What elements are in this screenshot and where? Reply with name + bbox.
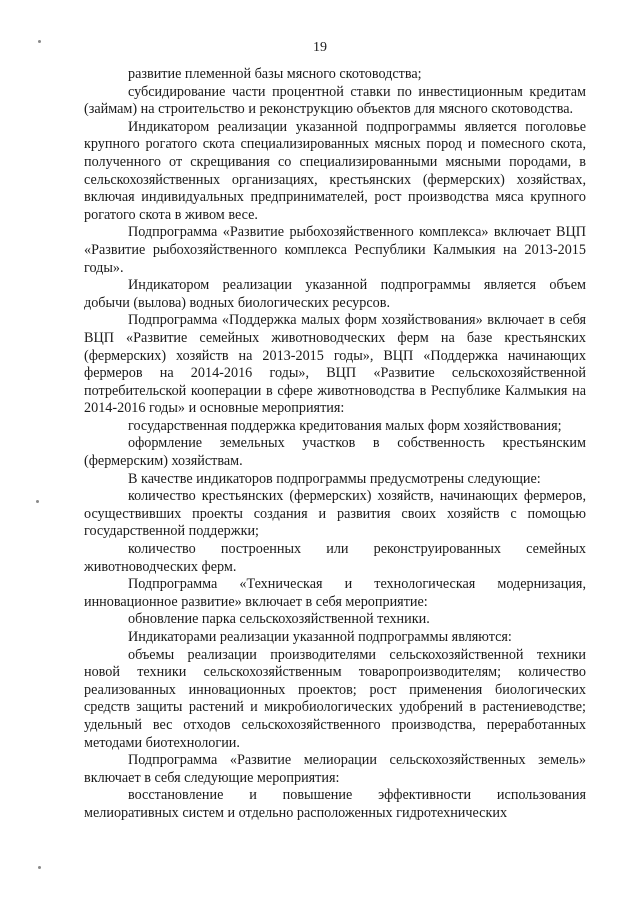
paragraph: В качестве индикаторов подпрограммы предусмотрены следующие:	[128, 470, 541, 487]
paragraph: Индикатором реализации указанной подпрограммы является объем добычи (вылова) водных биологических ресурсов.	[84, 277, 586, 311]
paragraph: количество крестьянских (фермерских) хозяйств, начинающих фермеров, осуществивших проекты создания и развития своих хозяйств с помощью государственной поддержки;	[84, 488, 586, 540]
paragraph: Индикаторами реализации указанной подпрограммы являются:	[128, 629, 512, 645]
scan-mark	[38, 866, 41, 869]
page-number: 19	[313, 40, 327, 55]
paragraph: субсидирование части процентной ставки по инвестиционным кредитам (займам) на строительство и реконструкцию объектов для мясного скотоводства.	[84, 83, 586, 118]
paragraph: развитие племенной базы мясного скотоводства;	[128, 66, 422, 82]
paragraph: объемы реализации производителями сельскохозяйственной техники новой техники сельскохозяйственным товаропроизводителям; количество реализованных инновационных проектов; рост применения биологических средств защиты растений и микробиологических удобрений в растениеводстве; удельный вес отходов сельскохозяйственного производства, переработанных методами биотехнологии.	[84, 646, 586, 751]
paragraph: Индикатором реализации указанной подпрограммы является поголовье крупного рогатого скота специализированных мясных пород и помесного скота, полученного от скрещивания со специализированными мясными породами, в сельскохозяйственных организациях, крестьянских (фермерских) хозяйствах, включая индивидуальных предпринимателей, рост производства мяса крупного рогатого скота в живом весе.	[84, 118, 586, 223]
paragraph: оформление земельных участков в собственность крестьянским (фермерским) хозяйствам.	[84, 435, 586, 470]
paragraph: количество построенных или реконструированных семейных животноводческих ферм.	[84, 541, 586, 575]
paragraph: восстановление и повышение эффективности использования мелиоративных систем и отдельно расположенных гидротехнических	[84, 787, 586, 821]
paragraph: государственная поддержка кредитования малых форм хозяйствования;	[128, 417, 562, 434]
scan-mark	[36, 500, 39, 503]
paragraph: обновление парка сельскохозяйственной техники.	[128, 611, 430, 628]
document-body	[84, 66, 586, 823]
paragraph: Подпрограмма «Техническая и технологическая модернизация, инновационное развитие» включает в себя мероприятие:	[84, 576, 586, 610]
paragraph: Подпрограмма «Развитие мелиорации сельскохозяйственных земель» включает в себя следующие мероприятия:	[84, 752, 586, 786]
paragraph: Подпрограмма «Развитие рыбохозяйственного комплекса» включает ВЦП «Развитие рыбохозяйственного комплекса Республики Калмыкия на 2013-2015 годы».	[84, 224, 586, 276]
paragraph: Подпрограмма «Поддержка малых форм хозяйствования» включает в себя ВЦП «Развитие семейных животноводческих ферм на базе крестьянских (фермерских) хозяйств на 2013-2015 годы», ВЦП «Поддержка начинающих фермеров на 2014-2016 годы», ВЦП «Развитие сельскохозяйственной потребительской кооперации в сфере животноводства в Республике Калмыкия на 2014-2016 годы» и основные мероприятия:	[84, 312, 586, 417]
scan-mark	[38, 40, 41, 43]
